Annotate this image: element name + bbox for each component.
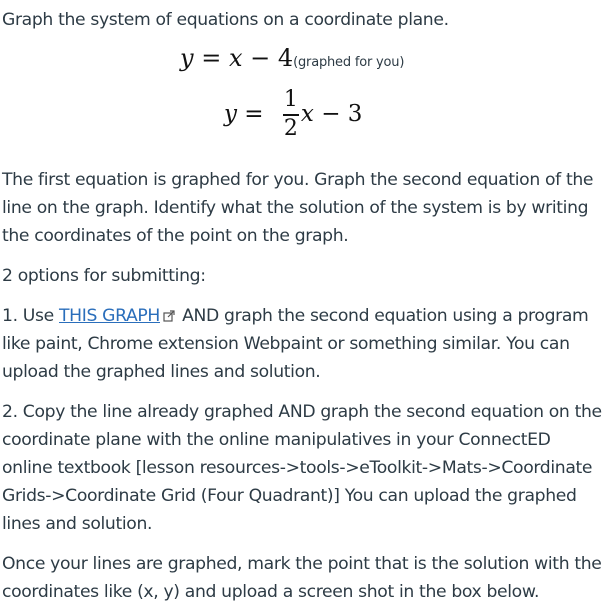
- eq2-x: x: [300, 101, 314, 128]
- equation-2: [224, 88, 362, 141]
- eq2-fraction: [283, 88, 299, 141]
- instructions-paragraph: The first equation is graphed for you. Graph the second equation of the line on the graph. Identify what the solution of the system is by writing the coordinates of the point on the graph.: [2, 170, 594, 246]
- option-1-suffix: AND graph the second equation using a program like paint, Chrome extension Webpaint or something similar. You can upload the graphed lines and solution.: [2, 306, 589, 382]
- eq1-equals: =: [193, 44, 229, 72]
- eq2-numerator: 1: [283, 87, 298, 112]
- this-graph-link[interactable]: THIS GRAPH: [59, 306, 160, 326]
- equation-1: [180, 44, 404, 72]
- eq1-x: x: [228, 44, 243, 72]
- intro-text: Graph the system of equations on a coordinate plane.: [2, 10, 449, 30]
- option-2-paragraph: 2. Copy the line already graphed AND graph the second equation on the coordinate plane with the online manipulatives in your ConnectED online textbook [lesson resources->tools->eToolkit->Mats->Coordinate Grids->Coordinate Grid (Four Quadrant)] You can upload the graphed lines and solution.: [2, 402, 602, 534]
- eq2-y: y: [224, 101, 237, 128]
- submit-options-heading: 2 options for submitting:: [2, 266, 206, 286]
- closing-paragraph: Once your lines are graphed, mark the point that is the solution with the coordinates like (x, y) and upload a screen shot in the box below.: [2, 554, 602, 602]
- eq2-denominator: 2: [283, 115, 298, 141]
- option-1-prefix: 1. Use: [2, 306, 59, 326]
- eq1-constant: − 4: [242, 44, 294, 72]
- eq2-constant: − 3: [313, 101, 363, 128]
- eq2-equals: =: [237, 101, 271, 128]
- external-link-icon[interactable]: [163, 310, 175, 322]
- eq1-note: (graphed for you): [293, 55, 405, 70]
- eq1-y: y: [180, 44, 194, 72]
- option-1-paragraph: [2, 302, 602, 386]
